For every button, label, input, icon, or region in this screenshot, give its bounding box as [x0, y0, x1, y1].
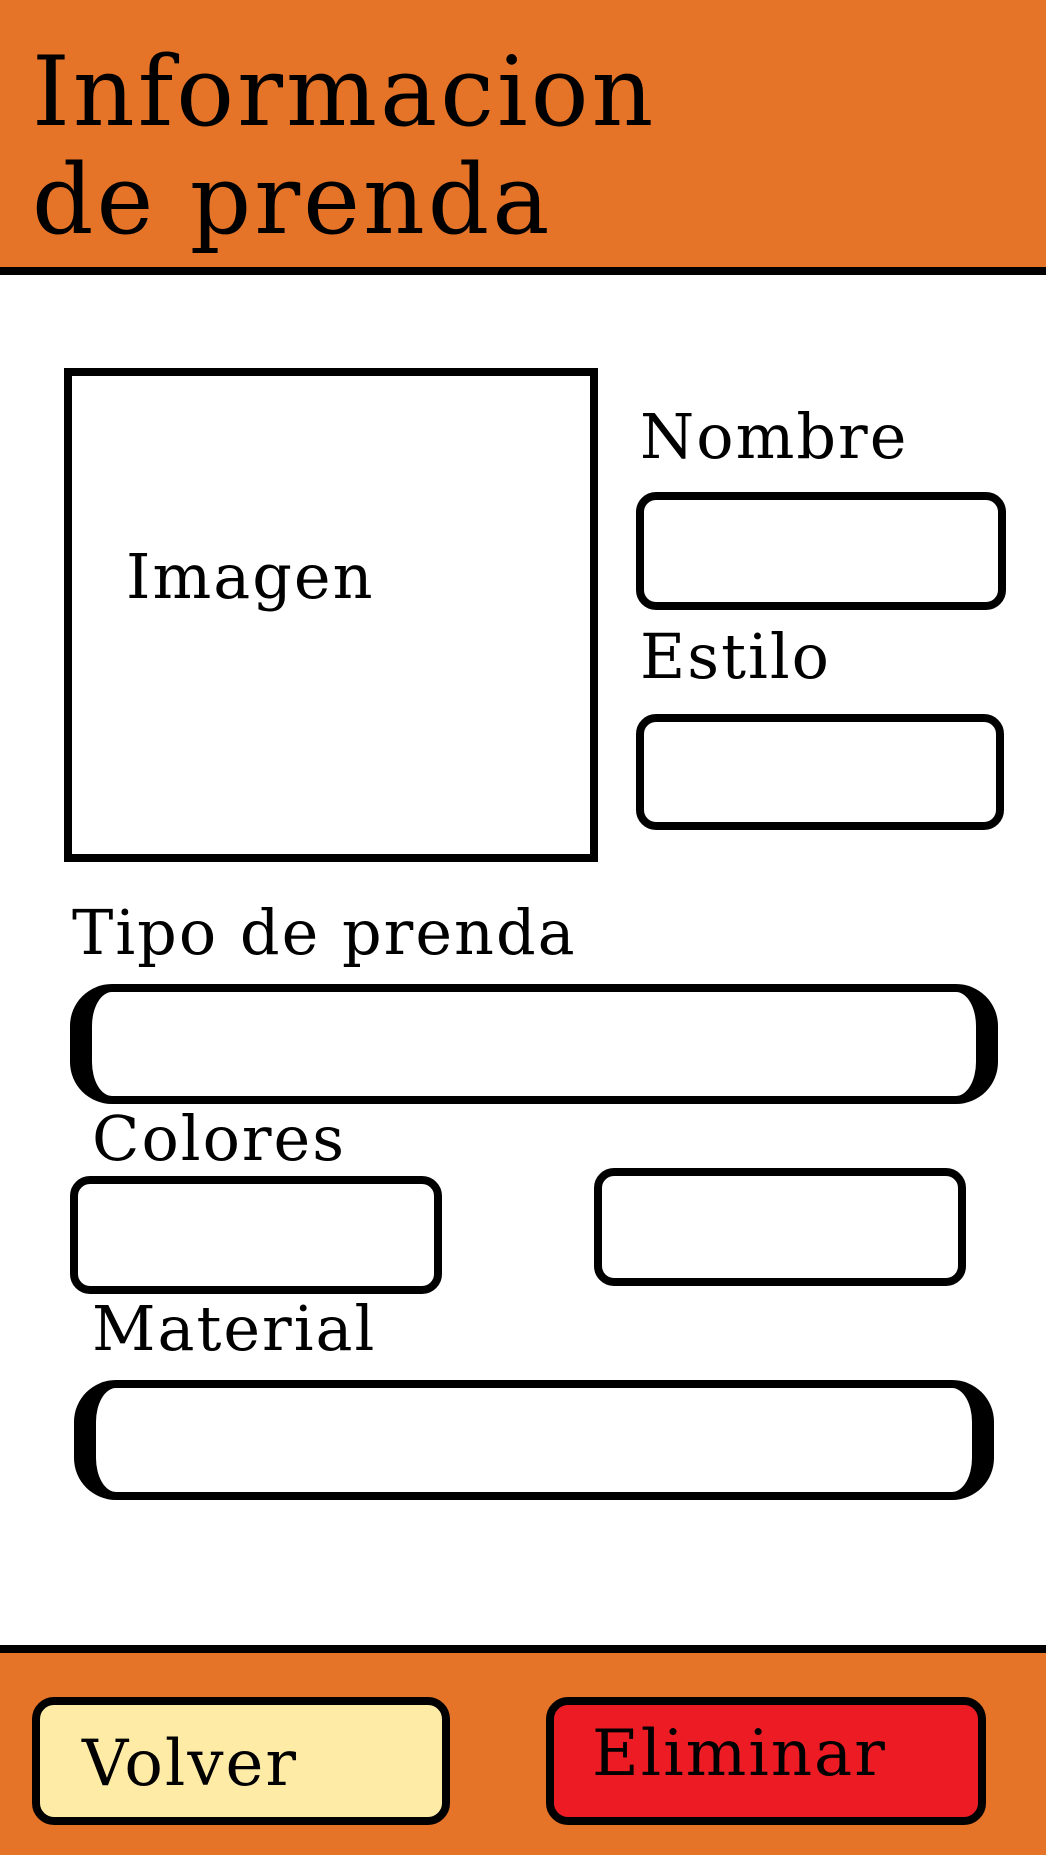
page-title [32, 38, 732, 254]
estilo-label: Estilo [640, 620, 831, 693]
tipo-de-prenda-label: Tipo de prenda [72, 896, 577, 969]
material-field[interactable] [74, 1380, 994, 1500]
image-placeholder-label: Imagen [126, 540, 375, 613]
page-title-line-2: de prenda [32, 144, 553, 256]
page-title-line-1: Informacion [32, 36, 657, 148]
delete-button[interactable] [546, 1697, 986, 1825]
back-button-label: Volver [82, 1727, 298, 1801]
estilo-field[interactable] [636, 714, 1004, 830]
colores-label: Colores [92, 1102, 347, 1175]
nombre-label: Nombre [640, 400, 909, 473]
garment-image-placeholder[interactable] [64, 368, 598, 862]
colores-field-1[interactable] [70, 1176, 442, 1294]
material-label: Material [92, 1292, 377, 1365]
back-button[interactable] [32, 1697, 450, 1825]
tipo-de-prenda-field[interactable] [70, 984, 998, 1104]
colores-field-2[interactable] [594, 1168, 966, 1286]
nombre-field[interactable] [636, 492, 1006, 610]
footer-bar [0, 1645, 1046, 1855]
header-bar [0, 0, 1046, 275]
delete-button-label: Eliminar [592, 1717, 887, 1791]
